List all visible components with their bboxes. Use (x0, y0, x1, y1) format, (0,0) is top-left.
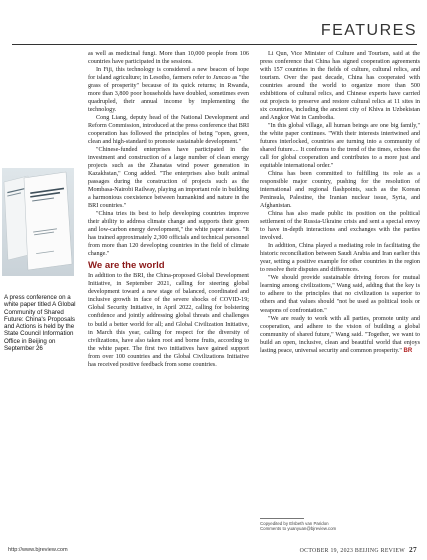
paragraph: "In this global village, all human beings are one big family," the white paper continues. "With their interests intertwined and futures interlocked, countries are turning into a community of shared future.... It conforms to the trend of the times, echoes the call for global cooperation and contributes to a more just and equitable international order." (260, 123, 420, 170)
footer-url[interactable]: http://www.bjreview.com (8, 547, 68, 553)
paragraph: "We are ready to work with all parties, promote unity and cooperation, and adhere to the vision of building a global community of shared future," Wang said. "Together, we want to build an open, inclusive, clean and beautiful world that enjoys lasting peace, universal security and common prosperity." BR (260, 315, 420, 354)
page-number: 27 (409, 545, 417, 554)
paragraph: China has also made public its position on the political settlement of the Russia-Ukraine crisis and sent a special envoy to have in-depth interactions and exchanges with the parties involved. (260, 211, 420, 242)
footer-issue (300, 545, 417, 554)
photo-caption: A press conference on a white paper titled A Global Community of Shared Future: China's Proposals and Actions is held by the State Council Information Office in Beijing on September 26 (4, 294, 76, 353)
paragraph: "China tries its best to help developing countries improve their ability to address climate change and supports their green and low-carbon energy development," the white paper states. "It has trained approximately 2,300 officials and technical personnel from more than 120 developing countries in the field of climate change." (88, 211, 249, 258)
copyeditor-line: Copyedited by Elsbeth van Paridon (260, 521, 329, 526)
copyright-note (260, 521, 420, 532)
paragraph: as well as medicinal fungi. More than 10,000 people from 106 countries have participated in the sessions. (88, 51, 249, 66)
header-rule (12, 44, 417, 45)
paragraph: "Chinese-funded enterprises have participated in the investment and construction of a large number of clean energy projects such as the Zhanatas wind power generation in Kazakhstan," Cong added. "The enterprises also built animal passages during the construction of projects such as the Mombasa-Nairobi Railway, playing an important role in building a harmonious coexistence between humankind and nature in the BRI countries." (88, 147, 249, 210)
article-column-right (260, 50, 420, 490)
section-subheading: We are the world (88, 260, 165, 272)
copyright-rule (260, 518, 304, 519)
issue-line: OCTOBER 19, 2023 BEIJING REVIEW (299, 548, 405, 554)
paragraph: In addition, China played a mediating role in facilitating the historic reconciliation between Saudi Arabia and Iran earlier this year, setting a positive example for other countries in the region to resolve their disputes and differences. (260, 243, 420, 274)
comments-line: Comments to yuanyuan@bjreview.com (260, 526, 337, 532)
paragraph: China has been committed to fulfilling its role as a responsible major country, pushing for the resolution of international and regional flashpoints, such as the Korean Peninsula, Palestine, the Iranian nuclear issue, Syria, and Afghanistan. (260, 171, 420, 210)
paragraph: Cong Liang, deputy head of the National Development and Reform Commission, introduced at the press conference that BRI cooperation has followed the principles of being "open, green, clean and high-standard to promote sustainable development." (88, 115, 249, 146)
article-column-middle (88, 50, 249, 530)
paragraph: "We should provide sustainable driving forces for mutual learning among civilizations," Wang said, adding that the key is to adhere to the principles that no civilization is superior to others and that values should "not be used as political tools or weapons of confrontation." (260, 275, 420, 314)
white-paper-photo (2, 168, 74, 276)
paragraph: In Fiji, this technology is considered a new beacon of hope for island agriculture; in Lesotho, farmers refer to Juncao as "the grass of prosperity" because of its quick returns; in Rwanda, more than 3,800 poor households have doubled, sometimes even quadrupled, their annual income by implementing the technology. (88, 67, 249, 114)
section-title: FEATURES (320, 22, 417, 39)
paragraph: Li Qun, Vice Minister of Culture and Tourism, said at the press conference that China has signed cooperation agreements with 157 countries in the fields of culture, cultural relics, and tourism. Over the past decade, China has cooperated with countries around the world to organize more than 500 exhibitions of cultural relics, and Chinese experts have carried out projects to preserve and restore cultural relics at 11 sites in six countries, including the ancient city of Khiva in Uzbekistan and Angkor Wat in Cambodia. (260, 51, 420, 122)
end-mark: BR (403, 347, 413, 354)
paragraph: In addition to the BRI, the China-proposed Global Development Initiative, in September 2021, calling for steering global development toward a new stage of balanced, coordinated and inclusive growth in face of the severe shocks of COVID-19; Global Security Initiative, in April 2022, calling for bolstering confidence and jointly addressing global threats and challenges to build a better world for all; and Global Civilization Initiative, in March this year, calling for respect for the diversity of civilizations, have also taken root and borne fruits, according to the white paper. The first two initiatives have gained support from over 100 countries and the Global Civilizations Initiative has received positive feedback from some countries. (88, 273, 249, 368)
